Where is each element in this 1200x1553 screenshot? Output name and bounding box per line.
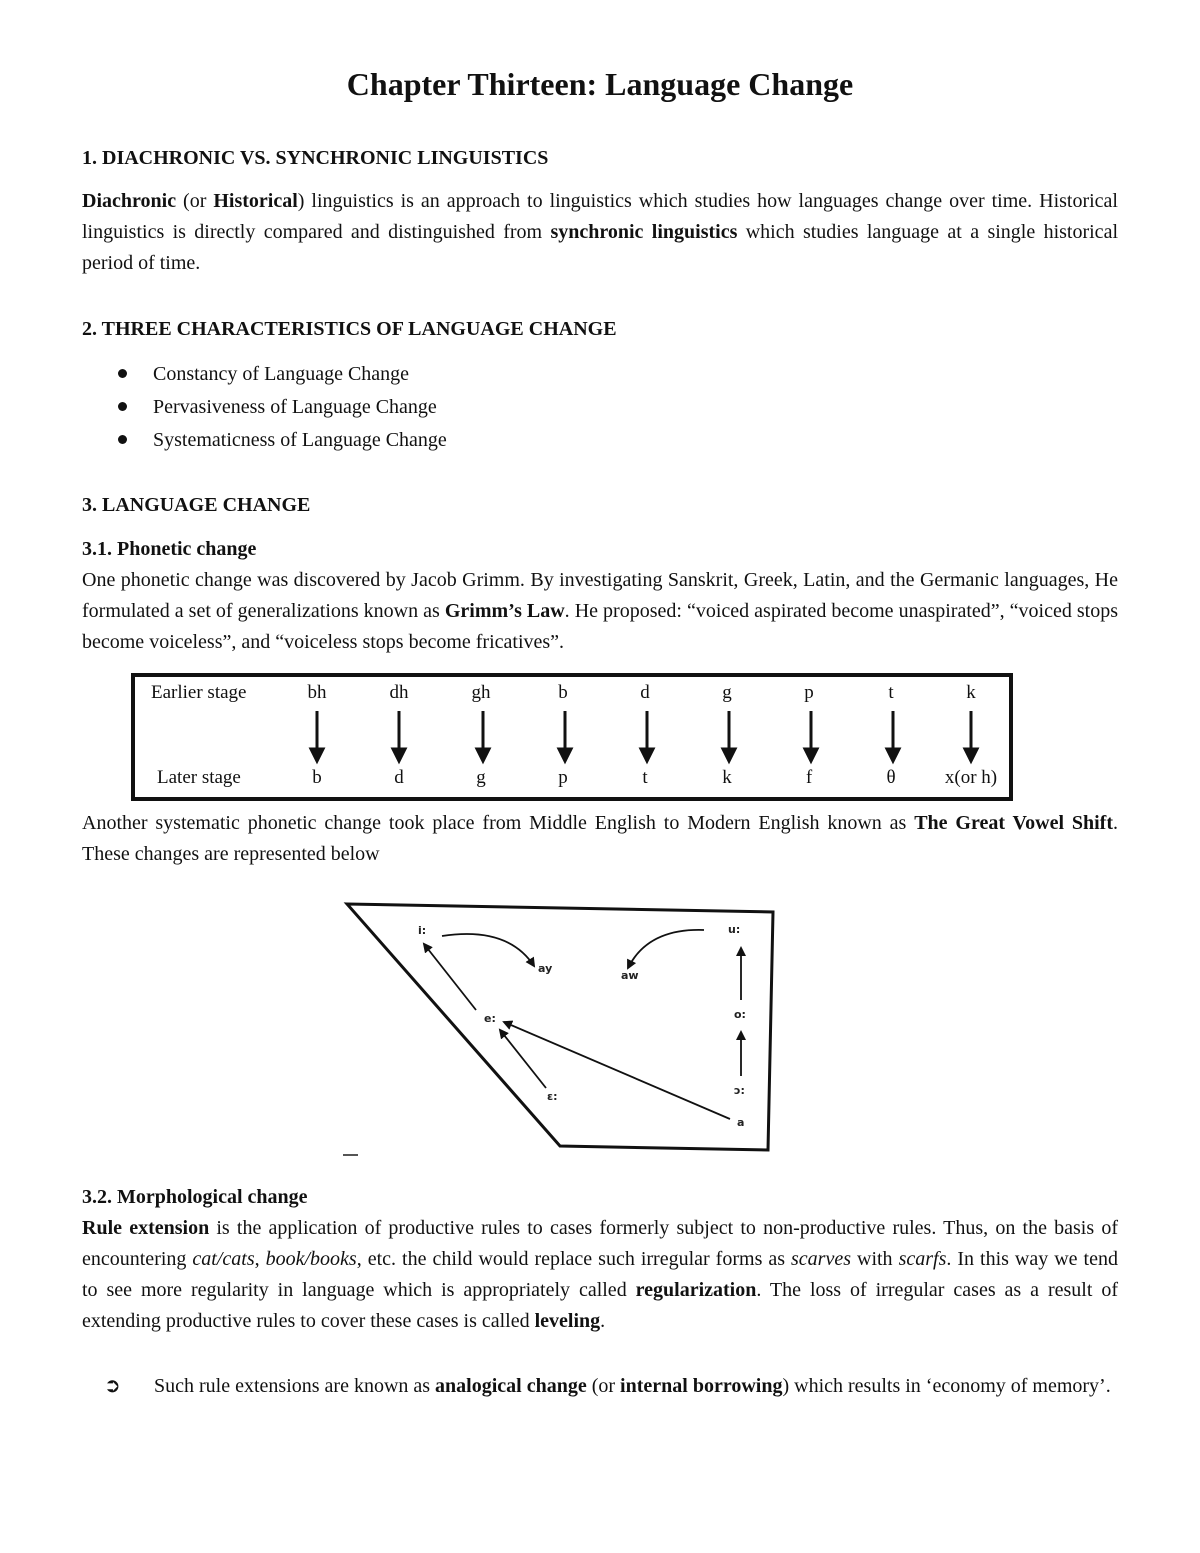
term-internal-borrowing: internal borrowing <box>620 1375 783 1397</box>
text-run: , <box>254 1248 266 1270</box>
earlier-sound: p <box>804 682 814 703</box>
list-item <box>112 392 447 425</box>
text-run: , etc. the child would replace such irregular forms as <box>356 1248 792 1270</box>
term-leveling: leveling <box>534 1310 601 1332</box>
bullet-icon <box>118 402 127 411</box>
earlier-sound: gh <box>471 682 491 703</box>
later-sound: θ <box>886 767 896 788</box>
earlier-stage-label: Earlier stage <box>151 682 247 703</box>
term-grimms-law: Grimm’s Law <box>444 600 565 622</box>
later-sound: b <box>312 767 322 788</box>
later-sound: g <box>476 767 486 788</box>
text-run: which studies language at a single historical period of time. <box>82 221 1118 274</box>
text-run: . He proposed: “voiced aspirated become unaspirated”, “voiced stops become voiceless”, and “voiceless stops become fricatives”. <box>82 600 1119 653</box>
characteristics-list <box>112 359 447 458</box>
down-arrow-icon <box>965 711 977 761</box>
great-vowel-shift-paragraph <box>82 808 1118 870</box>
down-arrow-icon <box>805 711 817 761</box>
subsection-3-2-heading: 3.2. Morphological change <box>82 1186 308 1208</box>
text-run: ) linguistics is an approach to linguistics which studies how languages change over time. Historical linguistics is directly compared and distinguished from <box>82 190 1118 243</box>
text-run: . In this way we tend to see more regularity in language which is appropriately called <box>82 1248 1118 1301</box>
section-1-paragraph <box>82 186 1118 279</box>
note-text <box>154 1371 1118 1402</box>
vowel-i: i: <box>418 924 427 937</box>
text-run: . <box>600 1310 606 1332</box>
bullet-icon <box>118 369 127 378</box>
term-historical: Historical <box>213 190 298 212</box>
earlier-sound: d <box>640 682 650 703</box>
page-title: Chapter Thirteen: Language Change <box>346 66 854 102</box>
list-item-text: Systematicness of Language Change <box>153 429 447 451</box>
earlier-sound: t <box>888 682 894 703</box>
term-synchronic: synchronic linguistics <box>550 221 738 243</box>
example-scarfs: scarfs <box>898 1248 947 1270</box>
arrow-i-to-ay-icon <box>442 934 534 966</box>
arrow-eps-to-e-icon <box>500 1030 546 1088</box>
arrow-a-to-e-icon <box>504 1022 730 1119</box>
list-item-text: Pervasiveness of Language Change <box>153 396 437 418</box>
example-scarves: scarves <box>791 1248 851 1270</box>
vowel-ay: ay <box>538 962 553 975</box>
vowel-a: a <box>737 1116 745 1129</box>
vowel-u: u: <box>728 923 741 936</box>
section-2-heading: 2. THREE CHARACTERISTICS OF LANGUAGE CHANGE <box>82 318 617 340</box>
down-arrow-icon <box>723 711 735 761</box>
text-run: One phonetic change was discovered by Jacob Grimm. By investigating Sanskrit, Greek, Latin, and the Germanic languages, He formulated a set of generalizations known as <box>82 569 1118 622</box>
text-run: . The loss of irregular cases as a result of extending productive rules to cover these cases is called <box>82 1279 1118 1332</box>
down-arrow-icon <box>393 711 405 761</box>
vowel-eps: ɛ: <box>547 1090 558 1103</box>
down-arrow-icon <box>477 711 489 761</box>
list-item <box>112 359 447 392</box>
earlier-sound: g <box>722 682 732 703</box>
term-analogical-change: analogical change <box>435 1375 587 1397</box>
text-run: (or <box>586 1375 621 1397</box>
down-arrow-icon <box>641 711 653 761</box>
list-item <box>112 425 447 458</box>
right-arrow-icon: ➲ <box>104 1375 121 1397</box>
earlier-sound: dh <box>389 682 409 703</box>
later-sound: x(or h) <box>944 767 998 788</box>
text-run: ) which results in ‘economy of memory’. <box>782 1375 1111 1397</box>
text-run: Another systematic phonetic change took place from Middle English to Modern English known as <box>82 812 915 834</box>
list-item-text: Constancy of Language Change <box>153 363 410 385</box>
vowel-aw: aw <box>621 969 639 982</box>
term-rule-extension: Rule extension <box>82 1217 210 1239</box>
later-stage-label: Later stage <box>157 767 241 788</box>
term-regularization: regularization <box>635 1279 757 1301</box>
earlier-sound: b <box>558 682 568 703</box>
arrow-u-to-aw-icon <box>628 930 704 968</box>
great-vowel-shift-diagram <box>338 900 783 1165</box>
later-sound: d <box>394 767 404 788</box>
text-run: . These changes are represented below <box>82 812 1118 865</box>
phonetic-change-paragraph <box>82 565 1118 658</box>
section-1-heading: 1. DIACHRONIC VS. SYNCHRONIC LINGUISTICS <box>82 147 549 169</box>
earlier-sound: bh <box>307 682 327 703</box>
subsection-3-1-heading: 3.1. Phonetic change <box>82 538 257 560</box>
vowel-o: o: <box>734 1008 746 1021</box>
vowel-trapezoid <box>347 904 773 1150</box>
text-run: is the application of productive rules to cases formerly subject to non-productive rules. Thus, on the basis of encountering <box>82 1217 1118 1270</box>
bullet-icon <box>118 435 127 444</box>
down-arrow-icon <box>887 711 899 761</box>
term-diachronic: Diachronic <box>82 190 177 212</box>
text-run: with <box>851 1248 899 1270</box>
down-arrow-icon <box>311 711 323 761</box>
term-great-vowel-shift: The Great Vowel Shift <box>914 812 1113 834</box>
example-books: book/books <box>265 1248 357 1270</box>
morphological-change-paragraph <box>82 1213 1118 1337</box>
down-arrow-icon <box>559 711 571 761</box>
later-sound: p <box>558 767 568 788</box>
vowel-open-o: ɔ: <box>734 1084 745 1097</box>
grimms-law-table <box>131 673 1013 801</box>
vowel-e: e: <box>484 1012 496 1025</box>
text-run: Such rule extensions are known as <box>154 1375 436 1397</box>
later-sound: t <box>642 767 648 788</box>
earlier-sound: k <box>966 682 976 703</box>
analogical-change-note <box>104 1371 1118 1402</box>
section-3-heading: 3. LANGUAGE CHANGE <box>82 494 311 516</box>
later-sound: k <box>722 767 732 788</box>
example-cats: cat/cats <box>192 1248 255 1270</box>
later-sound: f <box>805 767 813 788</box>
text-run: (or <box>176 190 214 212</box>
